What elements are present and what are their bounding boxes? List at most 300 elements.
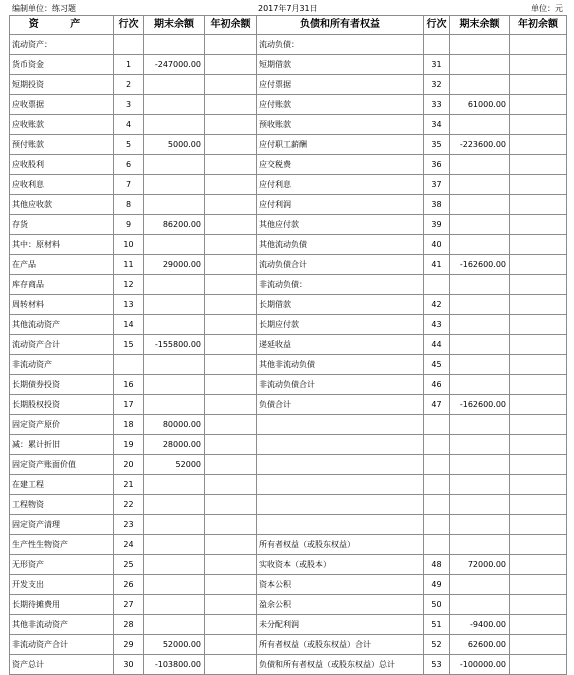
asset-line-cell[interactable]: 24 — [114, 535, 144, 555]
liability-begin-balance-cell[interactable] — [510, 635, 567, 655]
liability-begin-balance-cell[interactable] — [510, 595, 567, 615]
asset-name-cell[interactable]: 在建工程 — [10, 475, 114, 495]
asset-line-cell[interactable]: 12 — [114, 275, 144, 295]
col-header-end-balance2: 期末余额 — [450, 16, 510, 35]
liability-name-cell[interactable]: 非流动负债： — [257, 275, 424, 295]
asset-begin-balance-cell[interactable] — [205, 255, 257, 275]
asset-name-cell[interactable]: 流动资产： — [10, 35, 114, 55]
liability-end-balance-cell[interactable] — [450, 275, 510, 295]
liability-end-balance-cell[interactable] — [450, 35, 510, 55]
asset-line-cell[interactable]: 20 — [114, 455, 144, 475]
asset-line-cell[interactable]: 18 — [114, 415, 144, 435]
asset-name-cell[interactable]: 非流动资产 — [10, 355, 114, 375]
liability-begin-balance-cell[interactable] — [510, 335, 567, 355]
table-row — [10, 535, 567, 555]
asset-line-cell[interactable]: 26 — [114, 575, 144, 595]
table-row — [10, 475, 567, 495]
liability-line-cell[interactable]: 52 — [424, 635, 450, 655]
liability-begin-balance-cell[interactable] — [510, 395, 567, 415]
liability-end-balance-cell[interactable] — [450, 455, 510, 475]
col-header-line: 行次 — [114, 16, 144, 35]
table-row — [10, 75, 567, 95]
liability-name-cell[interactable]: 其他流动负债 — [257, 235, 424, 255]
liability-name-cell[interactable]: 应付利润 — [257, 195, 424, 215]
liability-begin-balance-cell[interactable] — [510, 195, 567, 215]
col-header-asset: 资 产 — [10, 16, 114, 35]
asset-line-cell[interactable]: 17 — [114, 395, 144, 415]
asset-name-cell[interactable]: 固定资产原价 — [10, 415, 114, 435]
liability-begin-balance-cell[interactable] — [510, 575, 567, 595]
liability-line-cell[interactable]: 32 — [424, 75, 450, 95]
company-unit-label: 编制单位：练习题 — [12, 4, 76, 13]
liability-name-cell[interactable]: 非流动负债合计 — [257, 375, 424, 395]
asset-name-cell[interactable]: 货币资金 — [10, 55, 114, 75]
liability-name-cell[interactable]: 负债和所有者权益（或股东权益）总计 — [257, 655, 424, 675]
liability-begin-balance-cell[interactable] — [510, 235, 567, 255]
asset-begin-balance-cell[interactable] — [205, 555, 257, 575]
table-row — [10, 515, 567, 535]
liability-begin-balance-cell[interactable] — [510, 355, 567, 375]
liability-line-cell[interactable]: 37 — [424, 175, 450, 195]
table-row — [10, 615, 567, 635]
asset-end-balance-cell[interactable] — [144, 35, 205, 55]
asset-name-cell[interactable]: 工程物资 — [10, 495, 114, 515]
liability-begin-balance-cell[interactable] — [510, 435, 567, 455]
liability-begin-balance-cell[interactable] — [510, 35, 567, 55]
table-row — [10, 155, 567, 175]
asset-begin-balance-cell[interactable] — [205, 535, 257, 555]
col-header-begin-balance2: 年初余额 — [510, 16, 567, 35]
asset-end-balance-cell[interactable] — [144, 115, 205, 135]
asset-begin-balance-cell[interactable] — [205, 635, 257, 655]
asset-line-cell[interactable]: 5 — [114, 135, 144, 155]
asset-begin-balance-cell[interactable] — [205, 475, 257, 495]
table-row — [10, 175, 567, 195]
liability-line-cell[interactable]: 46 — [424, 375, 450, 395]
asset-name-cell[interactable]: 周转材料 — [10, 295, 114, 315]
table-row — [10, 455, 567, 475]
liability-name-cell[interactable]: 流动负债： — [257, 35, 424, 55]
asset-begin-balance-cell[interactable] — [205, 155, 257, 175]
liability-name-cell[interactable] — [257, 495, 424, 515]
asset-end-balance-cell[interactable]: 5000.00 — [144, 135, 205, 155]
asset-begin-balance-cell[interactable] — [205, 175, 257, 195]
liability-name-cell[interactable] — [257, 515, 424, 535]
table-row — [10, 375, 567, 395]
liability-begin-balance-cell[interactable] — [510, 655, 567, 675]
table-row — [10, 635, 567, 655]
liability-line-cell[interactable]: 36 — [424, 155, 450, 175]
asset-name-cell[interactable]: 库存商品 — [10, 275, 114, 295]
liability-line-cell[interactable]: 44 — [424, 335, 450, 355]
asset-name-cell[interactable]: 资产总计 — [10, 655, 114, 675]
asset-begin-balance-cell[interactable] — [205, 595, 257, 615]
asset-begin-balance-cell[interactable] — [205, 395, 257, 415]
liability-begin-balance-cell[interactable] — [510, 255, 567, 275]
liability-end-balance-cell[interactable]: -162600.00 — [450, 395, 510, 415]
asset-line-cell[interactable]: 23 — [114, 515, 144, 535]
liability-begin-balance-cell[interactable] — [510, 295, 567, 315]
header-row — [10, 16, 567, 35]
col-header-liability: 负债和所有者权益 — [257, 16, 424, 35]
asset-end-balance-cell[interactable] — [144, 575, 205, 595]
liability-begin-balance-cell[interactable] — [510, 175, 567, 195]
liability-line-cell[interactable] — [424, 535, 450, 555]
liability-end-balance-cell[interactable] — [450, 75, 510, 95]
liability-name-cell[interactable]: 短期借款 — [257, 55, 424, 75]
liability-name-cell[interactable]: 资本公积 — [257, 575, 424, 595]
asset-name-cell[interactable]: 应收利息 — [10, 175, 114, 195]
asset-name-cell[interactable]: 长期待摊费用 — [10, 595, 114, 615]
liability-name-cell[interactable]: 流动负债合计 — [257, 255, 424, 275]
liability-name-cell[interactable] — [257, 435, 424, 455]
asset-end-balance-cell[interactable] — [144, 515, 205, 535]
asset-end-balance-cell[interactable]: -103800.00 — [144, 655, 205, 675]
asset-name-cell[interactable]: 长期股权投资 — [10, 395, 114, 415]
liability-end-balance-cell[interactable] — [450, 475, 510, 495]
asset-line-cell[interactable]: 6 — [114, 155, 144, 175]
liability-line-cell[interactable] — [424, 455, 450, 475]
liability-line-cell[interactable] — [424, 495, 450, 515]
asset-end-balance-cell[interactable] — [144, 375, 205, 395]
liability-end-balance-cell[interactable]: -9400.00 — [450, 615, 510, 635]
liability-name-cell[interactable]: 预收账款 — [257, 115, 424, 135]
liability-name-cell[interactable]: 实收资本（或股本） — [257, 555, 424, 575]
asset-begin-balance-cell[interactable] — [205, 655, 257, 675]
liability-name-cell[interactable]: 所有者权益（或股东权益）合计 — [257, 635, 424, 655]
asset-begin-balance-cell[interactable] — [205, 115, 257, 135]
asset-end-balance-cell[interactable]: 86200.00 — [144, 215, 205, 235]
liability-end-balance-cell[interactable] — [450, 115, 510, 135]
asset-begin-balance-cell[interactable] — [205, 335, 257, 355]
asset-end-balance-cell[interactable]: 28000.00 — [144, 435, 205, 455]
table-row — [10, 275, 567, 295]
liability-name-cell[interactable]: 其他非流动负债 — [257, 355, 424, 375]
liability-line-cell[interactable] — [424, 475, 450, 495]
table-row — [10, 435, 567, 455]
liability-name-cell[interactable]: 盈余公积 — [257, 595, 424, 615]
asset-line-cell[interactable]: 4 — [114, 115, 144, 135]
asset-line-cell[interactable]: 29 — [114, 635, 144, 655]
liability-begin-balance-cell[interactable] — [510, 75, 567, 95]
liability-name-cell[interactable]: 长期借款 — [257, 295, 424, 315]
asset-end-balance-cell[interactable] — [144, 315, 205, 335]
asset-line-cell[interactable]: 1 — [114, 55, 144, 75]
asset-line-cell[interactable]: 27 — [114, 595, 144, 615]
liability-end-balance-cell[interactable] — [450, 315, 510, 335]
table-row — [10, 215, 567, 235]
liability-line-cell[interactable]: 41 — [424, 255, 450, 275]
liability-end-balance-cell[interactable] — [450, 215, 510, 235]
asset-begin-balance-cell[interactable] — [205, 575, 257, 595]
liability-name-cell[interactable]: 应交税费 — [257, 155, 424, 175]
asset-begin-balance-cell[interactable] — [205, 455, 257, 475]
liability-line-cell[interactable]: 50 — [424, 595, 450, 615]
table-row — [10, 555, 567, 575]
liability-end-balance-cell[interactable] — [450, 595, 510, 615]
asset-begin-balance-cell[interactable] — [205, 195, 257, 215]
asset-begin-balance-cell[interactable] — [205, 75, 257, 95]
liability-begin-balance-cell[interactable] — [510, 495, 567, 515]
asset-begin-balance-cell[interactable] — [205, 215, 257, 235]
liability-end-balance-cell[interactable] — [450, 175, 510, 195]
asset-begin-balance-cell[interactable] — [205, 615, 257, 635]
asset-name-cell[interactable]: 开发支出 — [10, 575, 114, 595]
table-row — [10, 575, 567, 595]
liability-end-balance-cell[interactable]: -223600.00 — [450, 135, 510, 155]
liability-line-cell[interactable]: 48 — [424, 555, 450, 575]
asset-line-cell[interactable]: 19 — [114, 435, 144, 455]
asset-end-balance-cell[interactable] — [144, 75, 205, 95]
asset-name-cell[interactable]: 非流动资产合计 — [10, 635, 114, 655]
asset-begin-balance-cell[interactable] — [205, 415, 257, 435]
liability-end-balance-cell[interactable] — [450, 435, 510, 455]
table-row — [10, 235, 567, 255]
liability-end-balance-cell[interactable] — [450, 575, 510, 595]
asset-end-balance-cell[interactable] — [144, 275, 205, 295]
asset-name-cell[interactable]: 应收股利 — [10, 155, 114, 175]
liability-line-cell[interactable]: 51 — [424, 615, 450, 635]
liability-end-balance-cell[interactable] — [450, 155, 510, 175]
liability-end-balance-cell[interactable] — [450, 355, 510, 375]
liability-begin-balance-cell[interactable] — [510, 515, 567, 535]
table-row — [10, 195, 567, 215]
liability-begin-balance-cell[interactable] — [510, 415, 567, 435]
liability-line-cell[interactable] — [424, 515, 450, 535]
liability-line-cell[interactable]: 42 — [424, 295, 450, 315]
liability-begin-balance-cell[interactable] — [510, 535, 567, 555]
asset-name-cell[interactable]: 减：累计折旧 — [10, 435, 114, 455]
asset-end-balance-cell[interactable]: 52000.00 — [144, 635, 205, 655]
table-row — [10, 35, 567, 55]
liability-name-cell[interactable]: 应付职工薪酬 — [257, 135, 424, 155]
asset-end-balance-cell[interactable] — [144, 475, 205, 495]
liability-end-balance-cell[interactable] — [450, 375, 510, 395]
liability-name-cell[interactable]: 未分配利润 — [257, 615, 424, 635]
liability-end-balance-cell[interactable]: 72000.00 — [450, 555, 510, 575]
asset-name-cell[interactable]: 固定资产账面价值 — [10, 455, 114, 475]
table-row — [10, 135, 567, 155]
asset-end-balance-cell[interactable]: -155800.00 — [144, 335, 205, 355]
asset-begin-balance-cell[interactable] — [205, 515, 257, 535]
asset-begin-balance-cell[interactable] — [205, 295, 257, 315]
table-row — [10, 335, 567, 355]
asset-begin-balance-cell[interactable] — [205, 495, 257, 515]
liability-line-cell[interactable]: 39 — [424, 215, 450, 235]
asset-begin-balance-cell[interactable] — [205, 95, 257, 115]
asset-line-cell[interactable]: 2 — [114, 75, 144, 95]
asset-line-cell[interactable] — [114, 355, 144, 375]
liability-line-cell[interactable] — [424, 35, 450, 55]
table-row — [10, 295, 567, 315]
liability-end-balance-cell[interactable] — [450, 495, 510, 515]
table-row — [10, 395, 567, 415]
table-row — [10, 95, 567, 115]
liability-name-cell[interactable]: 应付账款 — [257, 95, 424, 115]
liability-line-cell[interactable]: 43 — [424, 315, 450, 335]
asset-end-balance-cell[interactable]: 29000.00 — [144, 255, 205, 275]
asset-name-cell[interactable]: 长期债券投资 — [10, 375, 114, 395]
asset-line-cell[interactable]: 16 — [114, 375, 144, 395]
liability-begin-balance-cell[interactable] — [510, 155, 567, 175]
asset-begin-balance-cell[interactable] — [205, 275, 257, 295]
asset-end-balance-cell[interactable] — [144, 615, 205, 635]
liability-line-cell[interactable]: 35 — [424, 135, 450, 155]
liability-end-balance-cell[interactable] — [450, 195, 510, 215]
asset-begin-balance-cell[interactable] — [205, 55, 257, 75]
asset-end-balance-cell[interactable] — [144, 195, 205, 215]
asset-name-cell[interactable]: 其他流动资产 — [10, 315, 114, 335]
liability-end-balance-cell[interactable]: -162600.00 — [450, 255, 510, 275]
asset-line-cell[interactable]: 14 — [114, 315, 144, 335]
table-row — [10, 115, 567, 135]
asset-name-cell[interactable]: 其他应收款 — [10, 195, 114, 215]
liability-name-cell[interactable] — [257, 475, 424, 495]
liability-line-cell[interactable]: 45 — [424, 355, 450, 375]
liability-begin-balance-cell[interactable] — [510, 615, 567, 635]
asset-line-cell[interactable]: 8 — [114, 195, 144, 215]
liability-name-cell[interactable]: 应付票据 — [257, 75, 424, 95]
asset-begin-balance-cell[interactable] — [205, 355, 257, 375]
asset-begin-balance-cell[interactable] — [205, 375, 257, 395]
report-date: 2017年7月31日 — [258, 4, 318, 13]
asset-line-cell[interactable]: 9 — [114, 215, 144, 235]
asset-name-cell[interactable]: 流动资产合计 — [10, 335, 114, 355]
asset-end-balance-cell[interactable] — [144, 155, 205, 175]
liability-begin-balance-cell[interactable] — [510, 555, 567, 575]
liability-end-balance-cell[interactable]: -100000.00 — [450, 655, 510, 675]
currency-unit-label: 单位：元 — [531, 4, 563, 13]
asset-end-balance-cell[interactable] — [144, 235, 205, 255]
liability-name-cell[interactable] — [257, 415, 424, 435]
liability-line-cell[interactable]: 31 — [424, 55, 450, 75]
asset-end-balance-cell[interactable] — [144, 295, 205, 315]
liability-begin-balance-cell[interactable] — [510, 215, 567, 235]
asset-name-cell[interactable]: 生产性生物资产 — [10, 535, 114, 555]
asset-end-balance-cell[interactable] — [144, 595, 205, 615]
asset-begin-balance-cell[interactable] — [205, 235, 257, 255]
liability-begin-balance-cell[interactable] — [510, 55, 567, 75]
asset-end-balance-cell[interactable]: -247000.00 — [144, 55, 205, 75]
liability-name-cell[interactable]: 长期应付款 — [257, 315, 424, 335]
liability-line-cell[interactable]: 34 — [424, 115, 450, 135]
asset-end-balance-cell[interactable] — [144, 95, 205, 115]
liability-begin-balance-cell[interactable] — [510, 455, 567, 475]
asset-end-balance-cell[interactable] — [144, 355, 205, 375]
asset-name-cell[interactable]: 其他非流动资产 — [10, 615, 114, 635]
asset-line-cell[interactable]: 25 — [114, 555, 144, 575]
asset-begin-balance-cell[interactable] — [205, 315, 257, 335]
asset-end-balance-cell[interactable] — [144, 555, 205, 575]
liability-name-cell[interactable]: 应付利息 — [257, 175, 424, 195]
liability-begin-balance-cell[interactable] — [510, 275, 567, 295]
liability-line-cell[interactable] — [424, 275, 450, 295]
liability-end-balance-cell[interactable]: 62600.00 — [450, 635, 510, 655]
asset-line-cell[interactable]: 10 — [114, 235, 144, 255]
asset-begin-balance-cell[interactable] — [205, 135, 257, 155]
table-row — [10, 255, 567, 275]
asset-line-cell[interactable]: 21 — [114, 475, 144, 495]
liability-begin-balance-cell[interactable] — [510, 315, 567, 335]
asset-name-cell[interactable]: 短期投资 — [10, 75, 114, 95]
liability-end-balance-cell[interactable] — [450, 235, 510, 255]
asset-end-balance-cell[interactable]: 52000 — [144, 455, 205, 475]
liability-line-cell[interactable]: 40 — [424, 235, 450, 255]
asset-begin-balance-cell[interactable] — [205, 35, 257, 55]
asset-line-cell[interactable]: 22 — [114, 495, 144, 515]
asset-end-balance-cell[interactable] — [144, 535, 205, 555]
liability-end-balance-cell[interactable] — [450, 415, 510, 435]
asset-name-cell[interactable]: 固定资产清理 — [10, 515, 114, 535]
liability-line-cell[interactable]: 53 — [424, 655, 450, 675]
liability-name-cell[interactable] — [257, 455, 424, 475]
balance-sheet-body — [10, 35, 567, 675]
asset-end-balance-cell[interactable] — [144, 495, 205, 515]
col-header-line2: 行次 — [424, 16, 450, 35]
liability-line-cell[interactable]: 33 — [424, 95, 450, 115]
liability-end-balance-cell[interactable] — [450, 55, 510, 75]
table-row — [10, 595, 567, 615]
table-row — [10, 355, 567, 375]
table-row — [10, 495, 567, 515]
asset-name-cell[interactable]: 存货 — [10, 215, 114, 235]
liability-line-cell[interactable]: 47 — [424, 395, 450, 415]
liability-name-cell[interactable]: 其他应付款 — [257, 215, 424, 235]
liability-end-balance-cell[interactable] — [450, 335, 510, 355]
liability-name-cell[interactable]: 负债合计 — [257, 395, 424, 415]
asset-line-cell[interactable]: 7 — [114, 175, 144, 195]
liability-end-balance-cell[interactable] — [450, 295, 510, 315]
liability-end-balance-cell[interactable] — [450, 535, 510, 555]
liability-end-balance-cell[interactable] — [450, 515, 510, 535]
asset-name-cell[interactable]: 应收账款 — [10, 115, 114, 135]
asset-end-balance-cell[interactable]: 80000.00 — [144, 415, 205, 435]
liability-name-cell[interactable]: 递延收益 — [257, 335, 424, 355]
asset-name-cell[interactable]: 在产品 — [10, 255, 114, 275]
liability-line-cell[interactable] — [424, 415, 450, 435]
liability-end-balance-cell[interactable]: 61000.00 — [450, 95, 510, 115]
liability-line-cell[interactable] — [424, 435, 450, 455]
asset-line-cell[interactable]: 28 — [114, 615, 144, 635]
asset-line-cell[interactable] — [114, 35, 144, 55]
liability-begin-balance-cell[interactable] — [510, 95, 567, 115]
col-header-end-balance: 期末余额 — [144, 16, 205, 35]
liability-begin-balance-cell[interactable] — [510, 115, 567, 135]
asset-line-cell[interactable]: 3 — [114, 95, 144, 115]
asset-end-balance-cell[interactable] — [144, 175, 205, 195]
table-row — [10, 655, 567, 675]
liability-begin-balance-cell[interactable] — [510, 375, 567, 395]
liability-name-cell[interactable]: 所有者权益（或股东权益） — [257, 535, 424, 555]
asset-line-cell[interactable]: 11 — [114, 255, 144, 275]
asset-name-cell[interactable]: 其中：原材料 — [10, 235, 114, 255]
col-header-begin-balance: 年初余额 — [205, 16, 257, 35]
asset-begin-balance-cell[interactable] — [205, 435, 257, 455]
liability-line-cell[interactable]: 38 — [424, 195, 450, 215]
asset-name-cell[interactable]: 应收票据 — [10, 95, 114, 115]
liability-line-cell[interactable]: 49 — [424, 575, 450, 595]
liability-begin-balance-cell[interactable] — [510, 135, 567, 155]
table-row — [10, 415, 567, 435]
asset-name-cell[interactable]: 预付账款 — [10, 135, 114, 155]
table-row — [10, 315, 567, 335]
liability-begin-balance-cell[interactable] — [510, 475, 567, 495]
asset-end-balance-cell[interactable] — [144, 395, 205, 415]
asset-line-cell[interactable]: 30 — [114, 655, 144, 675]
asset-name-cell[interactable]: 无形资产 — [10, 555, 114, 575]
asset-line-cell[interactable]: 13 — [114, 295, 144, 315]
asset-line-cell[interactable]: 15 — [114, 335, 144, 355]
